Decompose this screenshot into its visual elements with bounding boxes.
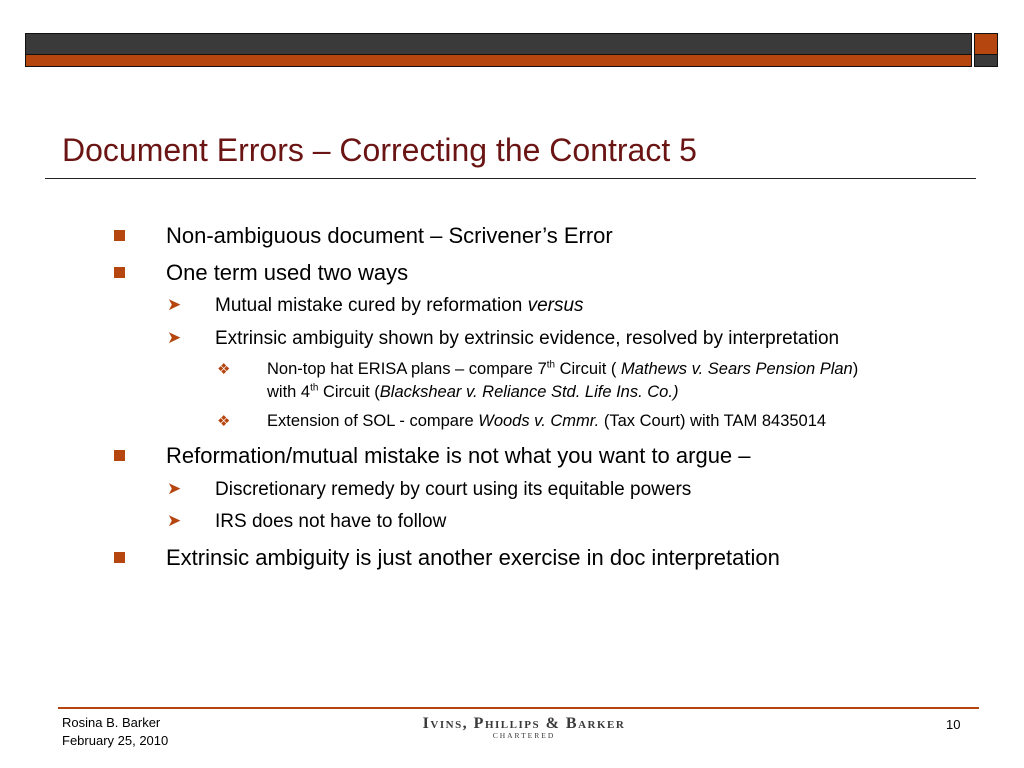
sub-bullet-item [167,328,840,350]
bullet-text: Extrinsic ambiguity is just another exercise in doc interpretation [166,545,780,570]
sub-bullet-item [167,479,692,501]
diamond-bullet-icon: ❖ [217,361,231,378]
header-dark-bar [25,33,972,55]
slide-title: Document Errors – Correcting the Contract 5 [62,132,697,168]
diamond-bullet-icon: ❖ [217,413,231,430]
sub-bullet-item [167,511,447,533]
bullet-text: Non-top hat ERISA plans – compare 7 [267,360,547,378]
header-orange-square [974,33,998,55]
bullet-line [267,358,858,381]
bullet-text: (Tax Court) with TAM 8435014 [599,412,827,430]
bullet-text: Extrinsic ambiguity shown by extrinsic evidence, resolved by interpretation [215,328,840,349]
bullet-text: Circuit ( [318,383,380,401]
firm-name: Ivins, Phillips & Barker [422,715,626,732]
footer-author: Rosina B. Barker [62,715,161,730]
superscript: th [546,359,555,371]
title-divider [45,178,976,179]
case-name: Woods v. Cmmr. [478,412,600,430]
case-name: Blackshear v. Reliance Std. Life Ins. Co.) [379,383,679,401]
footer-date: February 25, 2010 [62,733,169,748]
page-number: 10 [946,717,961,732]
bullet-text: Discretionary remedy by court using its equitable powers [215,479,692,500]
sub-sub-bullet-item [217,410,827,433]
square-bullet-icon [114,230,125,241]
header-dark-square [974,55,998,67]
sub-bullet-item [167,295,584,317]
sub-sub-bullet-item [217,358,859,404]
bullet-text: ) [852,360,859,378]
bullet-item [166,223,613,249]
bullet-line [267,381,858,404]
bullet-text: One term used two ways [166,260,409,285]
bullet-text: Mutual mistake cured by reformation [215,295,528,316]
bullet-text: Non-ambiguous document – Scrivener’s Error [166,223,613,248]
bullet-text: Extension of SOL - compare [267,412,479,430]
firm-logo [384,715,664,740]
bullet-text: with 4 [267,383,311,401]
case-name: Mathews v. Sears Pension Plan [621,360,853,378]
square-bullet-icon [114,450,125,461]
arrowhead-bullet-icon: ➤ [167,328,182,347]
arrowhead-bullet-icon: ➤ [167,479,182,498]
square-bullet-icon [114,267,125,278]
firm-subtitle: CHARTERED [492,731,556,740]
square-bullet-icon [114,552,125,563]
footer-divider [58,707,979,709]
bullet-text: Circuit ( [555,360,621,378]
bullet-text: IRS does not have to follow [215,511,447,532]
bullet-item [166,443,751,469]
arrowhead-bullet-icon: ➤ [167,295,182,314]
bullet-item [166,260,408,286]
arrowhead-bullet-icon: ➤ [167,511,182,530]
bullet-item [166,545,780,571]
header-orange-bar [25,55,972,67]
bullet-italic-text: versus [527,295,584,316]
bullet-text: Reformation/mutual mistake is not what you want to argue – [166,443,751,468]
superscript: th [310,382,319,394]
